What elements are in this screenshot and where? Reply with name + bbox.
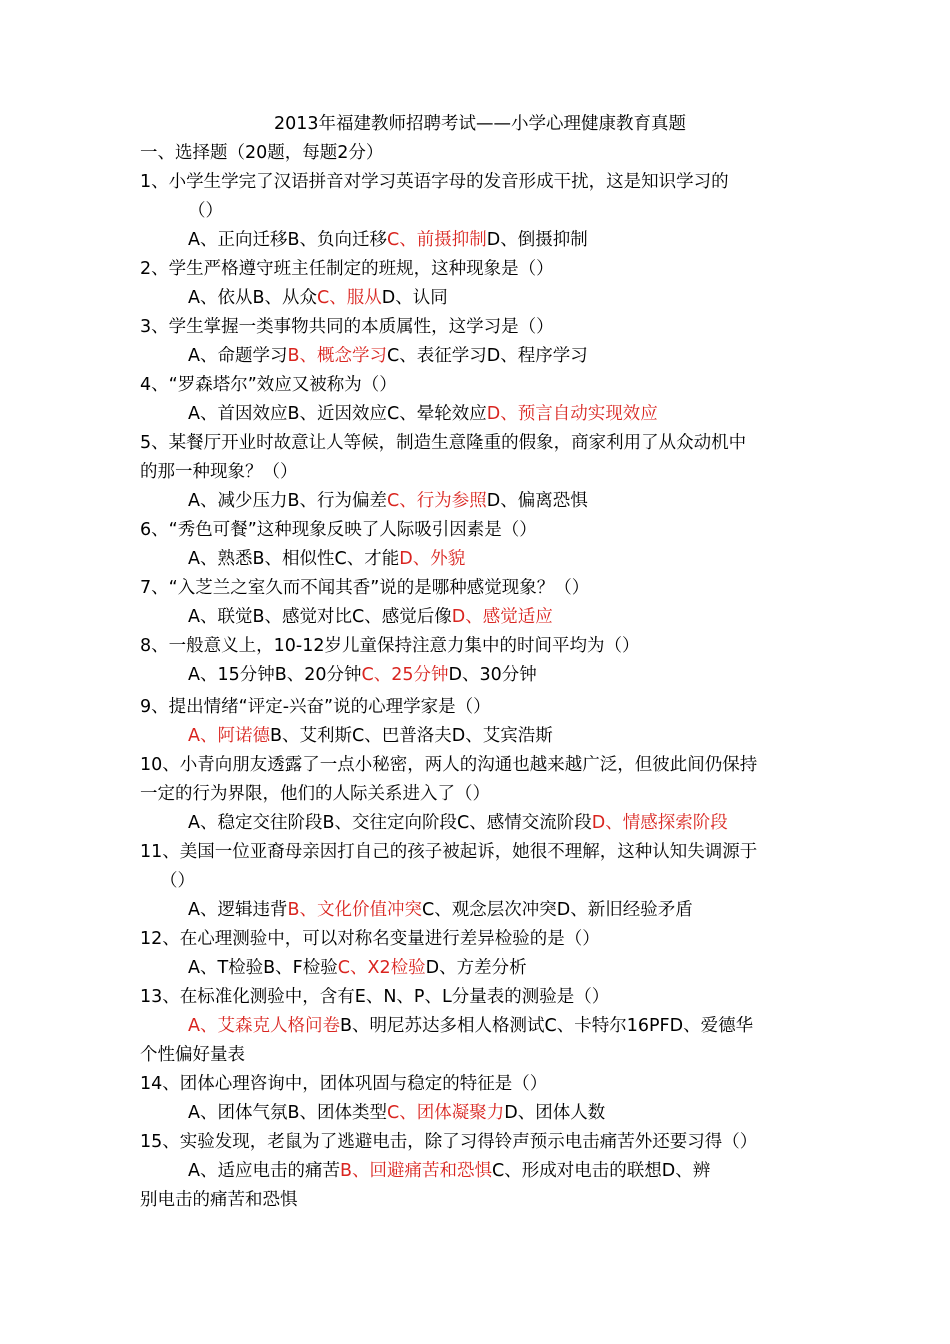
question-1 <box>140 168 820 255</box>
option-d-answer: D、预言自动实现效应 <box>486 404 658 424</box>
question-text: 6、“秀色可餐”这种现象反映了人际吸引因素是（） <box>140 520 537 540</box>
question-4 <box>140 371 820 429</box>
option-a: A、适应电击的痛苦 <box>188 1161 340 1181</box>
option-b-answer: B、文化价值冲突 <box>287 900 422 920</box>
option-c-answer: C、25分钟 <box>361 665 449 685</box>
option-a: A、逻辑违背 <box>188 900 288 920</box>
question-text: 12、在心理测验中，可以对称名变量进行差异检验的是（） <box>140 929 600 949</box>
question-text: 5、某餐厅开业时故意让人等候，制造生意隆重的假象，商家利用了从众动机中 <box>140 433 747 453</box>
option-a: A、依从 <box>188 288 253 308</box>
options-row-cont: 别电击的痛苦和恐惧 <box>140 1190 298 1210</box>
option-a-answer: A、阿诺德 <box>188 726 270 746</box>
question-text: 8、一般意义上，10-12岁儿童保持注意力集中的时间平均为（） <box>140 636 640 656</box>
option-b-answer: B、回避痛苦和恐惧 <box>339 1161 492 1181</box>
question-3 <box>140 313 820 371</box>
question-6 <box>140 516 820 574</box>
option-b: B、交往定向阶段 <box>322 813 457 833</box>
question-12 <box>140 925 820 983</box>
option-a: A、正向迁移 <box>188 230 288 250</box>
options-row <box>140 722 820 751</box>
options-row <box>140 400 820 429</box>
option-c-answer: C、X2检验 <box>337 958 426 978</box>
option-b: B、艾利斯 <box>269 726 352 746</box>
question-text: 11、美国一位亚裔母亲因打自己的孩子被起诉，她很不理解，这种认知失调源于 <box>140 842 758 862</box>
options-row <box>140 226 820 255</box>
options-row <box>140 954 820 983</box>
option-b: B、相似性 <box>252 549 335 569</box>
option-a: A、命题学习 <box>188 346 288 366</box>
options-row <box>140 342 820 371</box>
question-text: 3、学生掌握一类事物共同的本质属性，这学习是（） <box>140 317 554 337</box>
option-d-answer: D、感觉适应 <box>451 607 553 627</box>
option-d-answer: D、外貌 <box>399 549 466 569</box>
option-a: A、稳定交往阶段 <box>188 813 323 833</box>
option-c: C、巴普洛夫 <box>352 726 452 746</box>
question-text-cont: （） <box>188 201 223 221</box>
option-b: B、20分钟 <box>274 665 362 685</box>
question-text: 2、学生严格遵守班主任制定的班规，这种现象是（） <box>140 259 554 279</box>
option-b: B、行为偏差 <box>287 491 387 511</box>
question-13 <box>140 983 820 1070</box>
options-row <box>140 1157 820 1186</box>
option-a: A、15分钟 <box>188 665 275 685</box>
options-row <box>140 1012 820 1041</box>
option-c-answer: C、服从 <box>317 288 382 308</box>
option-d-answer: D、情感探索阶段 <box>591 813 728 833</box>
option-b: B、团体类型 <box>287 1103 387 1123</box>
option-c-answer: C、前摄抑制 <box>387 230 487 250</box>
question-text: 10、小青向朋友透露了一点小秘密，两人的沟通也越来越广泛，但彼此间仍保持 <box>140 755 758 775</box>
options-row <box>140 661 820 690</box>
option-c: C、感情交流阶段 <box>457 813 592 833</box>
question-5 <box>140 429 820 516</box>
option-b: B、感觉对比 <box>252 607 352 627</box>
option-b: B、F检验 <box>263 958 338 978</box>
question-text: 15、实验发现，老鼠为了逃避电击，除了习得铃声预示电击痛苦外还要习得（） <box>140 1132 758 1152</box>
option-a: A、联觉 <box>188 607 253 627</box>
question-14 <box>140 1070 820 1128</box>
option-a: A、团体气氛 <box>188 1103 288 1123</box>
option-d: D、偏离恐惧 <box>486 491 588 511</box>
option-b: B、明尼苏达多相人格测试 <box>339 1016 545 1036</box>
option-c: C、形成对电击的联想 <box>492 1161 662 1181</box>
options-row <box>140 1099 820 1128</box>
option-b: B、近因效应 <box>287 404 387 424</box>
option-d: D、方差分析 <box>425 958 527 978</box>
options-row <box>140 809 820 838</box>
question-text: 13、在标准化测验中，含有E、N、P、L分量表的测验是（） <box>140 987 610 1007</box>
option-a: A、熟悉 <box>188 549 253 569</box>
option-b: B、负向迁移 <box>287 230 387 250</box>
option-c: C、观念层次冲突 <box>422 900 557 920</box>
option-d: D、认同 <box>381 288 448 308</box>
options-row <box>140 545 820 574</box>
option-b: B、从众 <box>252 288 317 308</box>
question-2 <box>140 255 820 313</box>
question-text: 4、“罗森塔尔”效应又被称为（） <box>140 375 397 395</box>
question-9 <box>140 693 820 751</box>
question-text-cont: 的那一种现象？（） <box>140 462 298 482</box>
option-a: A、减少压力 <box>188 491 288 511</box>
option-a: A、T检验 <box>188 958 264 978</box>
document-page <box>140 110 820 1215</box>
option-c: C、晕轮效应 <box>387 404 487 424</box>
options-row-cont: 个性偏好量表 <box>140 1045 245 1065</box>
question-10 <box>140 751 820 838</box>
options-row <box>140 603 820 632</box>
question-text: 14、团体心理咨询中，团体巩固与稳定的特征是（） <box>140 1074 548 1094</box>
section-heading: 一、选择题（20题，每题2分） <box>140 143 384 163</box>
option-a-answer: A、艾森克人格问卷 <box>188 1016 340 1036</box>
option-d: D、辨 <box>661 1161 711 1181</box>
options-row <box>140 896 820 925</box>
option-c: C、才能 <box>334 549 400 569</box>
option-b-answer: B、概念学习 <box>287 346 387 366</box>
question-text-cont: （） <box>160 871 195 891</box>
question-text: 7、“入芝兰之室久而不闻其香”说的是哪种感觉现象？（） <box>140 578 590 598</box>
question-15 <box>140 1128 820 1215</box>
option-d: D、30分钟 <box>448 665 537 685</box>
options-row <box>140 284 820 313</box>
option-d: D、艾宾浩斯 <box>451 726 553 746</box>
option-c: C、表征学习 <box>387 346 487 366</box>
option-c-d: C、卡特尔16PFD、爱德华 <box>544 1016 754 1036</box>
question-8 <box>140 632 820 693</box>
option-d: D、倒摄抑制 <box>486 230 588 250</box>
question-text: 9、提出情绪“评定-兴奋”说的心理学家是（） <box>140 697 491 717</box>
question-11 <box>140 838 820 925</box>
option-c-answer: C、行为参照 <box>387 491 487 511</box>
option-c: C、感觉后像 <box>352 607 452 627</box>
options-row <box>140 487 820 516</box>
option-d: D、程序学习 <box>486 346 588 366</box>
question-7 <box>140 574 820 632</box>
option-a: A、首因效应 <box>188 404 288 424</box>
question-text: 1、小学生学完了汉语拼音对学习英语字母的发音形成干扰，这是知识学习的 <box>140 172 729 192</box>
document-title: 2013年福建教师招聘考试——小学心理健康教育真题 <box>273 114 687 134</box>
option-c-answer: C、团体凝聚力 <box>387 1103 505 1123</box>
question-text-cont: 一定的行为界限，他们的人际关系进入了（） <box>140 784 490 804</box>
option-d: D、新旧经验矛盾 <box>556 900 693 920</box>
option-d: D、团体人数 <box>504 1103 606 1123</box>
